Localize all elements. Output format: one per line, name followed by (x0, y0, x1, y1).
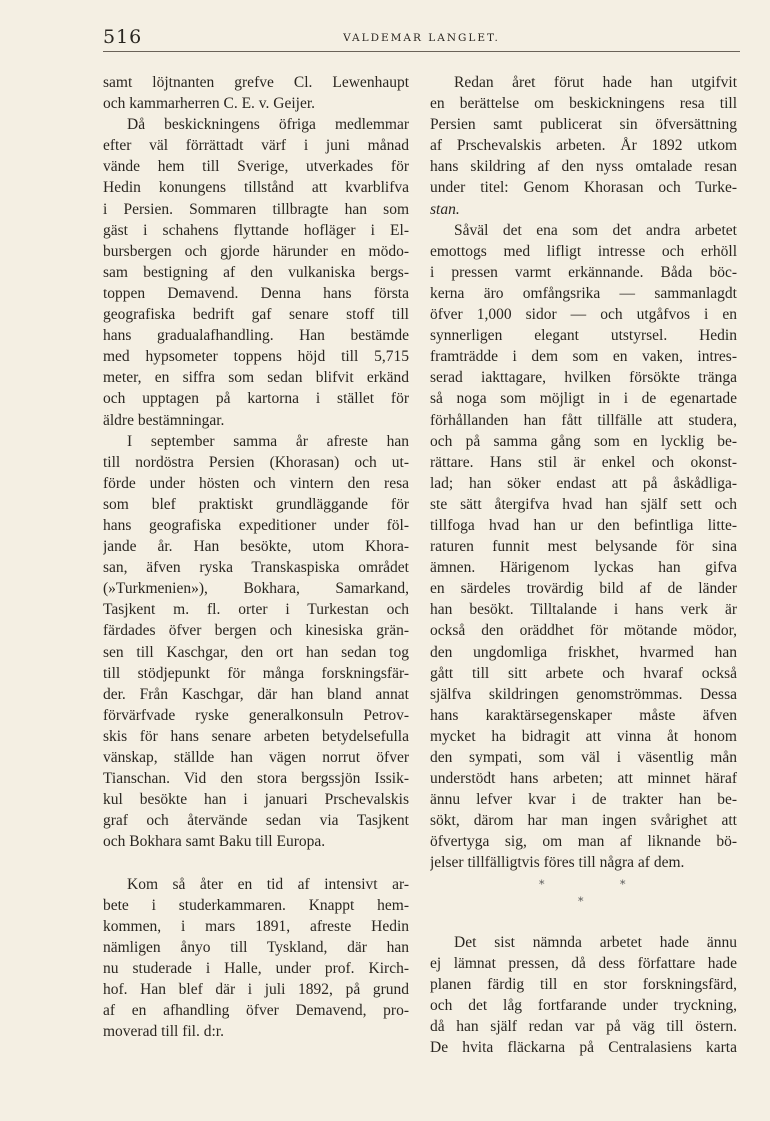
text-line: samt löjtnanten grefve Cl. Lewenhaupt (103, 74, 409, 91)
text-line: skis för hans senare arbeten betydelsefulla (103, 727, 409, 745)
text-line: gått till sitt arbete och hvaraf också (430, 664, 737, 682)
text-line: en särdeles trovärdig bild af de länder (430, 580, 737, 598)
text-line: och kammarherren C. E. v. Geijer. (103, 95, 316, 113)
text-line: lad; han söker endast att på åskådliga- (430, 474, 737, 492)
text-line: Tasjkent m. fl. orter i Turkestan och (103, 601, 409, 619)
text-line: Redan året förut hade han utgifvit (454, 74, 737, 91)
left-column (103, 72, 409, 1042)
text-line: emottogs med lifligt intresse och erhöll (430, 242, 737, 260)
text-line: gäst i schahens flyttande hofläger i El- (103, 221, 409, 239)
text-line: planen färdig till en stor forskningsfärd, (430, 975, 737, 993)
right-column-bottom (430, 932, 737, 1059)
text-line: bete i studerkammaren. Knappt hem- (103, 896, 409, 914)
text-line: af Prschevalskis arbeten. År 1892 utkom (430, 137, 737, 155)
text-line: och det låg fortfarande under tryckning, (430, 996, 737, 1014)
text-line: jande år. Han besökte, utom Khora- (103, 538, 409, 556)
page-number: 516 (103, 26, 143, 48)
section-break-star: * (578, 894, 584, 908)
text-line: Persien samt publicerat sin öfversättning (430, 116, 737, 134)
text-line: i pressen varmt erkännande. Båda böc- (430, 263, 737, 281)
text-line: moverad till fil. d:r. (103, 1023, 224, 1041)
text-line: der. Från Kaschgar, där han bland annat (103, 685, 409, 703)
text-line: under titel: Genom Khorasan och Turke- (430, 179, 737, 197)
text-line: meter, en siffra som sedan blifvit erkänd (103, 369, 409, 387)
text-line: ste sätt återgifva hvad han själf sett och (430, 495, 737, 513)
text-line: och på samma gång som en lycklig be- (430, 432, 737, 450)
text-line: nu studerade i Halle, under prof. Kirch- (103, 959, 409, 977)
section-break-star: * (620, 877, 626, 891)
text-line: och upptagen på kartorna i stället för (103, 390, 409, 408)
text-line: understödt hans arbeten; att minnet häraf (430, 770, 737, 788)
text-line: han besökt. Tilltalande i hans verk är (430, 601, 737, 619)
text-line: då han själf redan var på väg till östern. (430, 1017, 737, 1035)
text-line: färdades öfver bergen och kinesiska grän- (103, 622, 409, 640)
text-line: efter väl förrättadt värf i juni månad (103, 137, 409, 155)
text-line: och Bokhara samt Baku till Europa. (103, 833, 326, 851)
section-break (430, 874, 737, 916)
text-line: själfva skildringen genomströmmas. Dessa (430, 685, 737, 703)
text-line: förhållanden han fått tillfälle att studera, (430, 411, 737, 429)
text-line: bursbergen och gjorde härunder en mödo- (103, 242, 409, 260)
text-line: nämligen ånyo till Tyskland, där han (103, 938, 409, 956)
text-line: jelser tillfälligtvis föres till några af dem. (430, 854, 685, 872)
text-line: Hedin konungens tillstånd att kvarblifva (103, 179, 409, 197)
text-line: I september samma år afreste han (127, 432, 409, 450)
text-line: ej lämnat pressen, då dess författare hade (430, 954, 737, 972)
text-line: hans geografiska expeditioner under föl- (103, 516, 409, 534)
text-line: vänskap, ställde han vägen norrut öfver (103, 749, 409, 766)
text-line: raturen funnit mest belysande för sina (430, 538, 737, 556)
text-line: synnerligen elegant utstyrsel. Hedin (430, 327, 737, 345)
text-line: geografiska bedrift gaf senare stoff till (103, 306, 409, 324)
text-line: öfver 1,000 sidor — och utgåfvos i en (430, 306, 737, 324)
text-line: en berättelse om beskickningens resa till (430, 95, 737, 113)
text-line: äldre bestämningar. (103, 411, 225, 429)
text-line: hans karaktärsegenskaper måste äfven (430, 706, 737, 724)
text-line: till nordöstra Persien (Khorasan) och ut- (103, 453, 409, 471)
text-line: Det sist nämnda arbetet hade ännu (454, 933, 737, 951)
text-line: Kom så åter en tid af intensivt ar- (127, 875, 409, 893)
right-column (430, 72, 737, 1058)
text-line: sam bestigning af den vulkaniska bergs- (103, 263, 409, 281)
text-line: tillfoga hvad han ur den befintliga litte- (430, 516, 737, 534)
text-line: sökt, därom har man ingen svårighet att (430, 812, 737, 830)
text-line: den ungdomliga friskhet, hvarmed han (430, 643, 737, 661)
text-line: ämnen. Härigenom lyckas han gifva (430, 559, 737, 577)
running-head: VALDEMAR LANGLET. (343, 32, 500, 44)
text-line: kommen, i mars 1891, afreste Hedin (103, 917, 409, 935)
text-line: af en afhandling öfver Demavend, pro- (103, 1002, 409, 1020)
text-line: stan. (430, 200, 460, 218)
text-line: vände hem till Sverige, utverkades för (103, 158, 409, 176)
text-line: (»Turkmenien»), Bokhara, Samarkand, (103, 580, 409, 598)
text-line: till stödjepunkt för många forskningsfär- (103, 664, 409, 682)
text-line: kerna äro omfångsrika — sammanlagdt (430, 284, 737, 302)
text-line: mycket ha bidragit att vinna åt honom (430, 727, 737, 745)
section-break-star: * (539, 877, 545, 891)
text-line: framträdde i dem som en vaken, intres- (430, 348, 737, 366)
text-line: Såväl det ena som det andra arbetet (454, 221, 737, 239)
text-line: öfvertyga sig, om man af liknande bö- (430, 833, 737, 851)
text-line: De hvita fläckarna på Centralasiens karta (430, 1039, 737, 1057)
text-line: förde under hösten och vintern den resa (103, 474, 409, 492)
text-line: sen till Kaschgar, den ort han sedan tog (103, 643, 409, 661)
text-line: ännu lefver kvar i de trakter han be- (430, 791, 737, 809)
text-line: hans skildring af den nyss omtalade resan (430, 158, 737, 176)
header-rule (103, 51, 740, 52)
text-line: serad iakttagare, hvilken försökte tränga (430, 369, 737, 387)
text-line: också den oräddhet för mötande mödor, (430, 622, 737, 640)
text-line: med hypsometer toppens höjd till 5,715 (103, 348, 409, 366)
text-line: toppen Demavend. Denna hans första (103, 284, 409, 302)
text-line: förvärfvade ryske generalkonsuln Petrov- (103, 706, 409, 724)
text-line: den sympati, som väl i väsentlig mån (430, 749, 737, 766)
text-line: så noga som möjligt in i de egenartade (430, 390, 737, 408)
text-line: graf och återvände sedan via Tasjkent (103, 812, 409, 830)
text-line: Tianschan. Vid den stora bergssjön Issik- (103, 770, 409, 788)
right-column-top (430, 72, 737, 874)
text-line: rättare. Hans stil är enkel och okonst- (430, 453, 737, 471)
text-line: i Persien. Sommaren tillbragte han som (103, 200, 409, 218)
text-line: Då beskickningens öfriga medlemmar (127, 116, 409, 134)
text-line: kul besökte han i januari Prschevalskis (103, 791, 409, 809)
text-line: hans gradualafhandling. Han bestämde (103, 327, 409, 345)
text-line: san, äfven ryska Transkaspiska området (103, 559, 409, 577)
text-line: hof. Han blef där i juli 1892, på grund (103, 981, 409, 999)
text-line: som blef praktiskt grundläggande för (103, 495, 409, 513)
